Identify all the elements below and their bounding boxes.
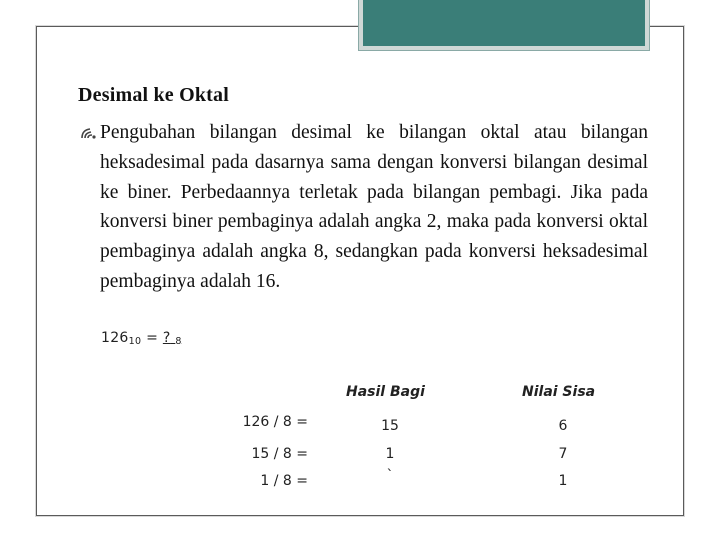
remainder-value: 1 [558, 473, 568, 489]
division-expression: 15 / 8 = [251, 446, 308, 462]
wifi-swoosh-icon [79, 122, 99, 142]
body-paragraph: Pengubahan bilangan desimal ke bilangan oktal atau bilangan heksadesimal pada dasarnya sama dengan konversi bilangan desimal ke biner. Perbedaannya terletak pada bilangan pembagi. Jika pada konversi biner pembaginya adalah angka 2, maka pada konversi oktal pembaginya adalah angka 8, sedangkan pada konversi heksadesimal pembaginya adalah 16. [100, 122, 648, 292]
division-expression: 1 / 8 = [260, 473, 308, 489]
equals-sign: = [141, 330, 163, 346]
conversion-equation [101, 330, 182, 347]
slide-title: Desimal ke Oktal [78, 84, 229, 106]
base-from: 10 [128, 336, 142, 347]
quotient-value: 1 [385, 446, 395, 462]
header-nilai-sisa: Nilai Sisa [522, 384, 596, 400]
division-expression: 126 / 8 = [242, 414, 308, 430]
teal-accent-tab [359, 0, 649, 50]
unknown-result: ? $_8$ [162, 330, 182, 347]
quotient-value: ` [386, 468, 394, 484]
quotient-value: 15 [381, 418, 399, 434]
header-hasil-bagi: Hasil Bagi [346, 384, 425, 400]
decimal-number: 126 [101, 330, 129, 346]
remainder-value: 6 [558, 418, 568, 434]
remainder-value: 7 [558, 446, 568, 462]
